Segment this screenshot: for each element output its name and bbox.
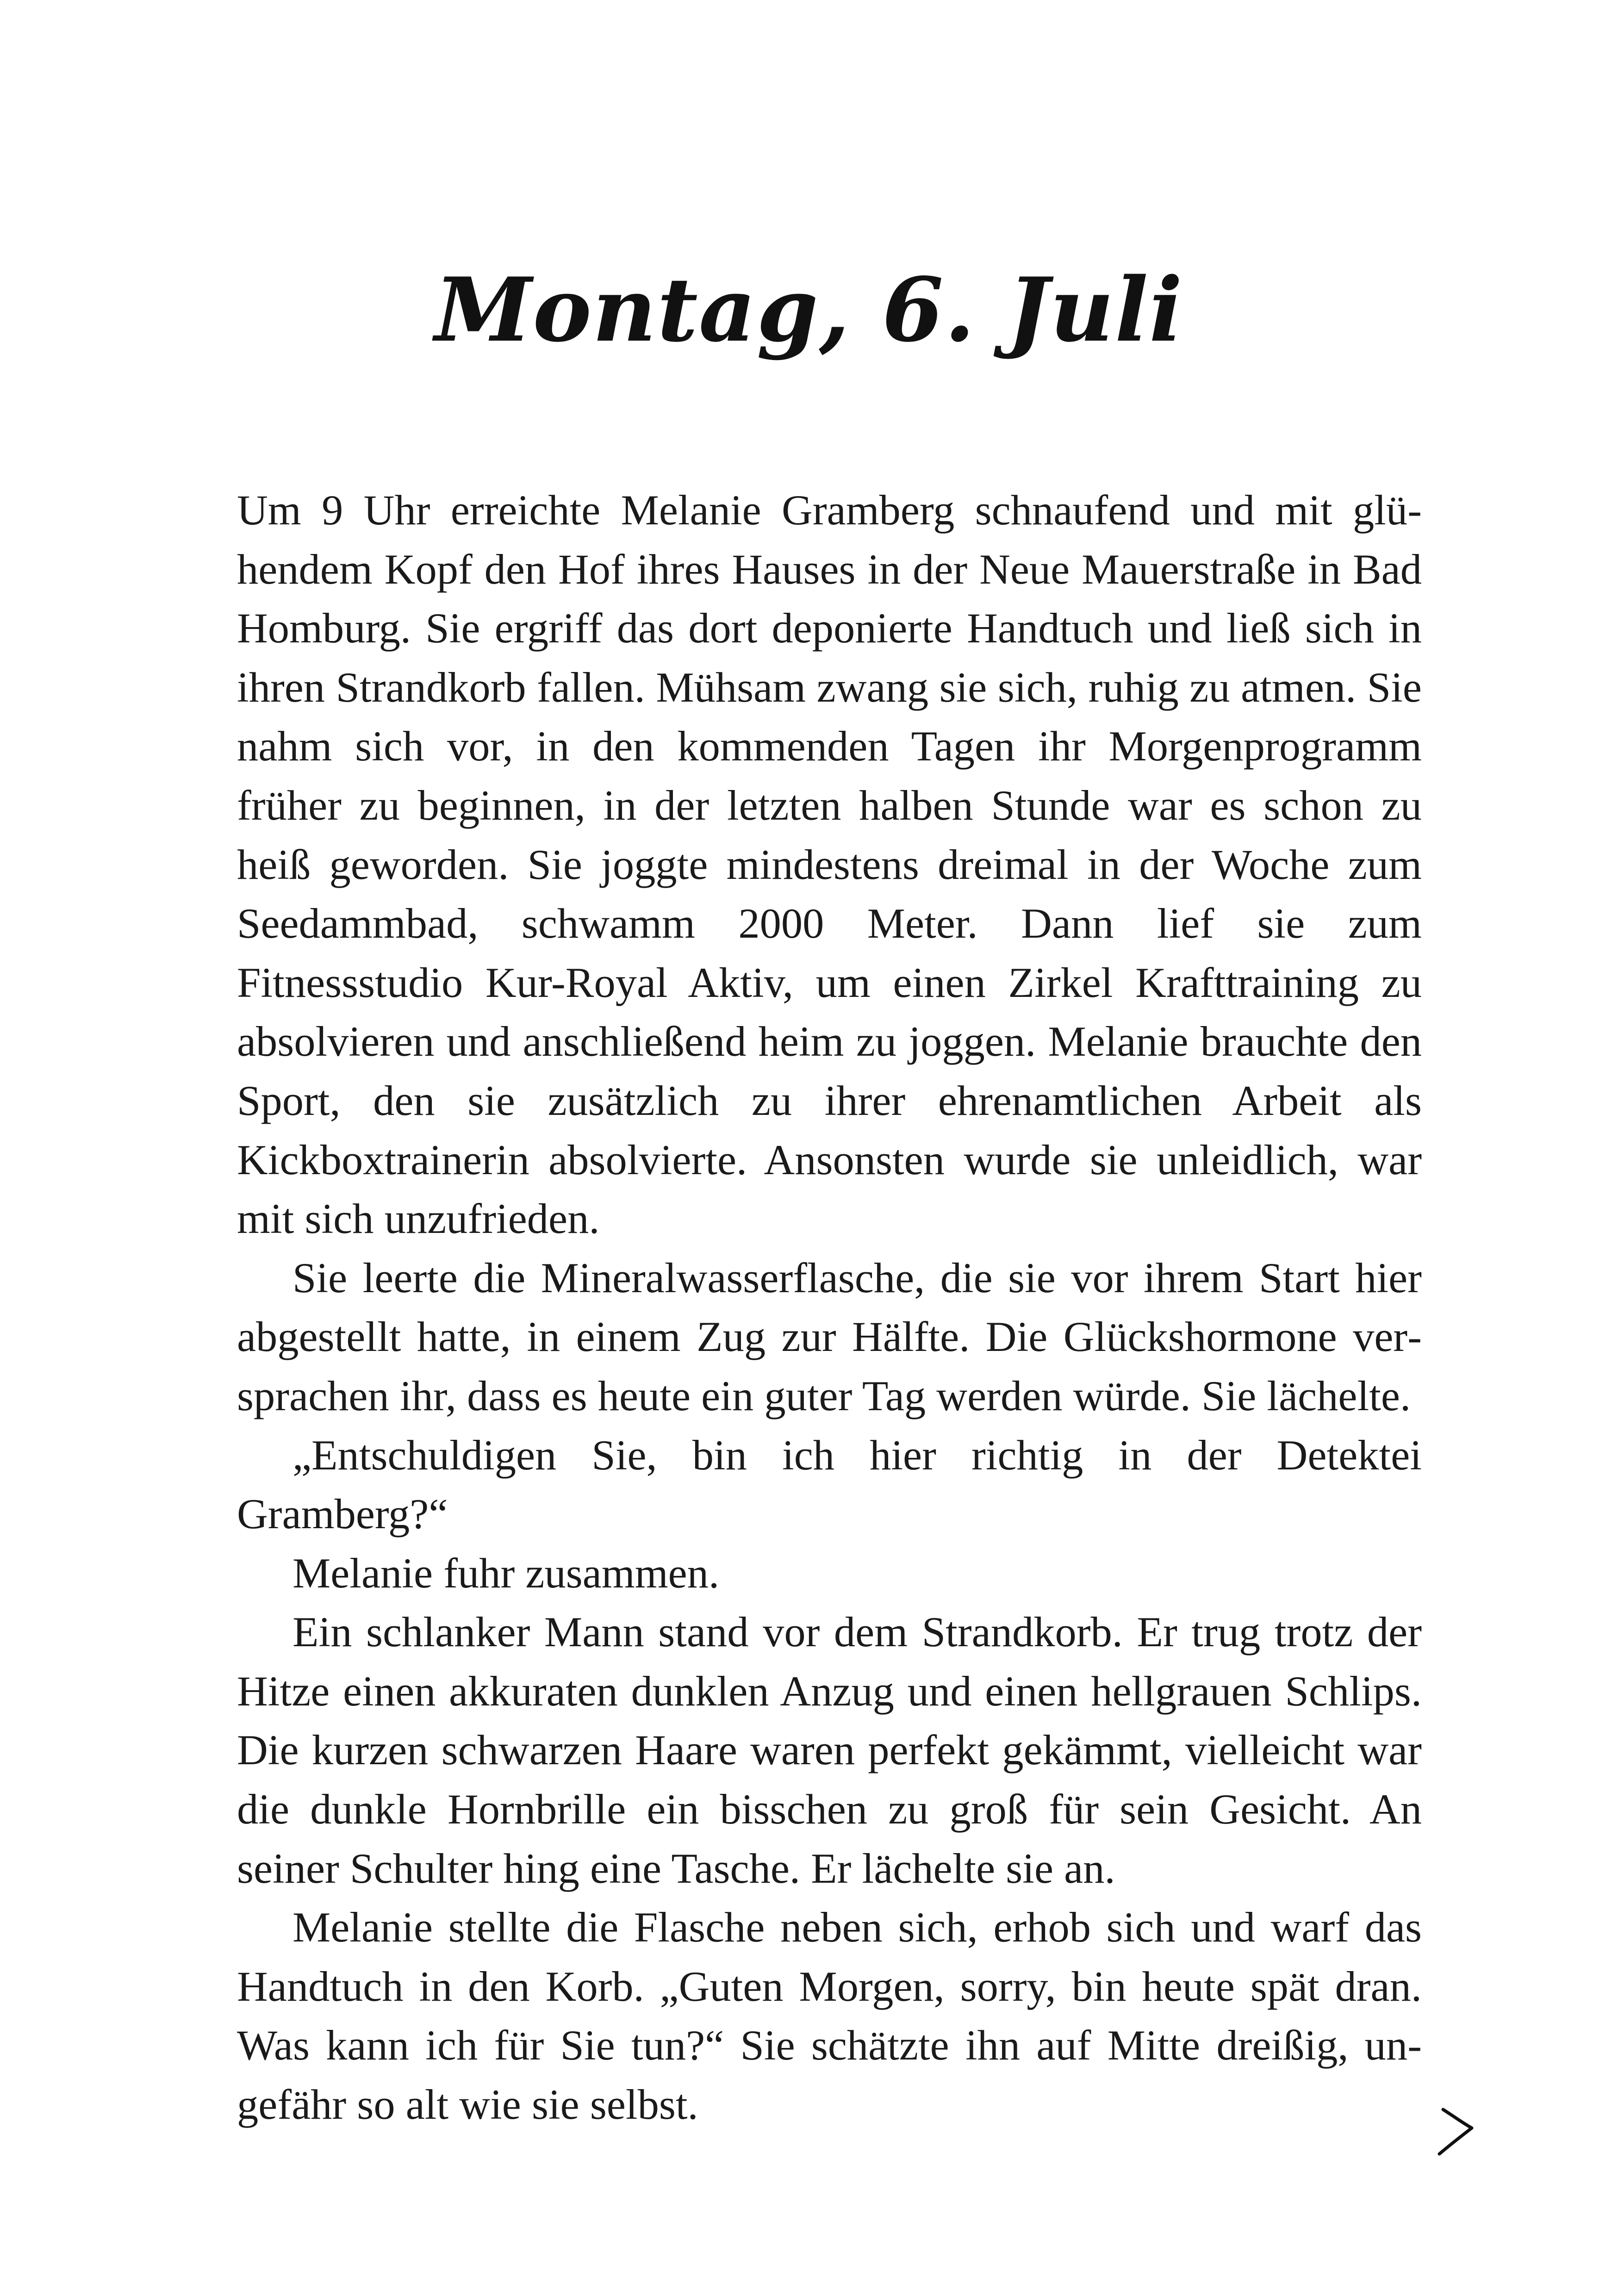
chevron-right-icon bbox=[1435, 2106, 1476, 2157]
paragraph: Sie leerte die Mineralwasserflasche, die sie vor ihrem Start hier abgestellt hatte, in einem Zug zur Hälfte. Die Glückshormone versprachen ihr, dass es heute ein guter Tag werden würde. Sie lächelte. bbox=[237, 1254, 1422, 1420]
paragraph: Ein schlanker Mann stand vor dem Strandkorb. Er trug trotz der Hitze einen akkuraten dunklen Anzug und einen hellgrauen Schlips. Die kurzen schwarzen Haare waren perfekt gekämmt, vielleicht war die dunkle Hornbrille ein bisschen zu groß für sein Gesicht. An seiner Schulter hing eine Tasche. Er lächelte sie an. bbox=[237, 1609, 1422, 1892]
body-text bbox=[237, 481, 1422, 2135]
paragraph: Um 9 Uhr erreichte Melanie Gramberg schnaufend und mit glühendem Kopf den Hof ihres Hauses in der Neue Mauerstraße in Bad Homburg. Sie ergriff das dort deponierte Handtuch und ließ sich in ihren Strandkorb fallen. Mühsam zwang sie sich, ruhig zu atmen. Sie nahm sich vor, in den kommenden Tagen ihr Morgenprogramm früher zu beginnen, in der letzten halben Stunde war es schon zu heiß geworden. Sie joggte mindestens dreimal in der Woche zum Seedammbad, schwamm 2000 Meter. Dann lief sie zum Fitnessstudio Kur-Royal Aktiv, um einen Zirkel Krafttraining zu absolvieren und anschließend heim zu joggen. Melanie brauchte den Sport, den sie zusätzlich zu ihrer ehrenamtlichen Arbeit als Kickboxtrainerin absolvierte. Ansonsten wurde sie unleidlich, war mit sich unzufrieden. bbox=[237, 487, 1422, 1243]
paragraph: Melanie fuhr zusammen. bbox=[292, 1549, 720, 1597]
paragraph: „Entschuldigen Sie, bin ich hier richtig in der Detektei Gramberg?“ bbox=[237, 1431, 1422, 1538]
next-page-button[interactable] bbox=[1435, 2106, 1476, 2157]
paragraph: Melanie stellte die Flasche neben sich, erhob sich und warf das Handtuch in den Korb. „Guten Morgen, sorry, bin heute spät dran. Was kann ich für Sie tun?“ Sie schätzte ihn auf Mitte dreißig, ungefähr so alt wie sie selbst. bbox=[237, 1904, 1422, 2129]
page-title: Montag, 6. Juli bbox=[434, 258, 1184, 361]
